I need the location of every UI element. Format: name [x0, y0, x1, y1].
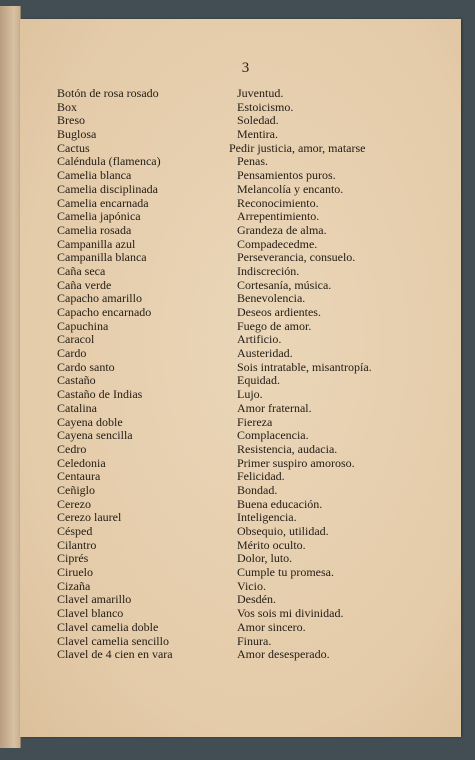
flower-name-text: Capacho encarnado — [57, 305, 152, 319]
list-item — [57, 606, 457, 620]
flower-meaning: Equidad. — [237, 373, 280, 388]
list-item — [57, 196, 457, 210]
list-item — [57, 291, 457, 305]
flower-meaning: Juventud. — [237, 86, 284, 100]
flower-name-text: Clavel amarillo — [57, 592, 132, 607]
flower-meaning: Dolor, luto. — [237, 551, 293, 566]
flower-name-text: Botón de rosa rosado — [57, 86, 159, 100]
flower-name-text: Capacho amarillo — [57, 291, 142, 306]
flower-name-text: Campanilla blanca — [57, 250, 147, 265]
list-item — [57, 278, 457, 292]
flower-meaning: Resistencia, audacia. — [237, 441, 338, 456]
flower-meaning: Sois intratable, misantropía. — [237, 359, 372, 374]
flower-name — [57, 647, 233, 662]
flower-name-text: Ceñiglo — [57, 482, 95, 497]
flower-meaning: Amor fraternal. — [237, 400, 312, 415]
list-item — [57, 647, 457, 661]
list-item — [57, 442, 457, 456]
flower-name-text: Clavel de 4 cien en vara — [57, 647, 173, 662]
flower-meaning: Fiereza — [237, 414, 273, 429]
list-item — [57, 592, 457, 606]
previous-page-edge — [0, 6, 21, 748]
list-item — [57, 305, 457, 319]
flower-name-text: Capuchina — [57, 318, 109, 333]
flower-name-text: Castaño de Indias — [57, 387, 143, 402]
list-item — [57, 319, 457, 333]
flower-meaning: Mentira. — [237, 127, 278, 142]
list-item — [57, 86, 457, 100]
flower-name-text: Cardo — [57, 346, 87, 361]
list-item — [57, 346, 457, 360]
list-item — [57, 387, 457, 401]
flower-name-text: Clavel blanco — [57, 606, 124, 621]
flower-name-text: Camelia disciplinada — [57, 181, 158, 196]
flower-name-text: Caracol — [57, 332, 95, 347]
flower-meaning: Artificio. — [237, 332, 282, 347]
flower-name-text: Cilantro — [57, 537, 97, 552]
list-item — [57, 415, 457, 429]
list-item — [57, 620, 457, 634]
flower-meaning: Indiscreción. — [237, 263, 300, 278]
flower-meaning: Austeridad. — [237, 346, 293, 361]
flower-meaning: Amor desesperado. — [237, 647, 330, 662]
list-item — [57, 510, 457, 524]
list-item — [57, 497, 457, 511]
flower-name-text: Celedonia — [57, 455, 106, 470]
list-item — [57, 182, 457, 196]
flower-name-text: Cedro — [57, 441, 87, 456]
flower-name-text: Centaura — [57, 469, 101, 484]
flower-name-text: Césped — [57, 524, 93, 538]
list-item — [57, 401, 457, 415]
list-item — [57, 250, 457, 264]
flower-meaning: Cortesanía, música. — [237, 277, 332, 292]
flower-meaning: Benevolencia. — [237, 291, 306, 306]
book-page — [20, 19, 461, 737]
list-item — [57, 360, 457, 374]
list-item — [57, 538, 457, 552]
flower-meaning: Melancolía y encanto. — [237, 181, 344, 196]
list-item — [57, 469, 457, 483]
flower-name-text: Ciruelo — [57, 565, 93, 580]
flower-name-text: Cerezo — [57, 496, 91, 511]
flower-meaning: Pensamientos puros. — [237, 168, 336, 183]
flower-name-text: Catalina — [57, 400, 97, 415]
flower-name-text: Clavel camelia sencillo — [57, 633, 169, 648]
flower-name-text: Camelia blanca — [57, 168, 132, 183]
flower-name-text: Camelia encarnada — [57, 195, 149, 210]
flower-name-text: Caña seca — [57, 263, 106, 278]
flower-meaning: Soledad. — [237, 113, 279, 128]
list-item — [57, 168, 457, 182]
flower-name-text: Cayena doble — [57, 414, 123, 429]
flower-meaning: Estoicismo. — [237, 99, 294, 114]
list-item — [57, 264, 457, 278]
flower-meaning: Grandeza de alma. — [237, 222, 327, 237]
flower-meaning: Penas. — [237, 154, 268, 169]
list-item — [57, 141, 457, 155]
flower-meaning: Vicio. — [237, 578, 266, 593]
flower-meaning: Perseverancia, consuelo. — [237, 250, 356, 265]
flower-name-text: Buglosa — [57, 127, 97, 142]
list-item — [57, 154, 457, 168]
flower-name-text: Castaño — [57, 373, 96, 388]
flower-meaning: Pedir justicia, amor, matarse — [229, 140, 366, 155]
flower-meaning: Primer suspiro amoroso. — [237, 455, 355, 470]
flower-meaning: Desdén. — [237, 592, 276, 607]
flower-meaning: Reconocimiento. — [237, 195, 319, 210]
flower-name-text: Cizaña — [57, 578, 91, 593]
flower-name-text: Cactus — [57, 140, 90, 155]
list-item — [57, 551, 457, 565]
flower-meaning: Arrepentimiento. — [237, 209, 320, 224]
flower-meaning: Amor sincero. — [237, 619, 306, 634]
flower-name-text: Breso — [57, 113, 85, 128]
flower-meaning: Felicidad. — [237, 469, 285, 484]
flower-name-text: Cerezo laurel — [57, 510, 122, 525]
flower-meaning: Deseos ardientes. — [237, 305, 321, 319]
list-item — [57, 373, 457, 387]
list-item — [57, 483, 457, 497]
list-item — [57, 579, 457, 593]
flower-meaning: Bondad. — [237, 482, 278, 497]
flower-name-text: Camelia japónica — [57, 209, 141, 224]
flower-name-text: Box — [57, 99, 78, 114]
list-item — [57, 127, 457, 141]
flower-meaning: Finura. — [237, 633, 272, 648]
flower-meaning: Obsequio, utilidad. — [237, 524, 329, 538]
flower-meaning: Compadecedme. — [237, 236, 318, 251]
list-item — [57, 209, 457, 223]
flower-meaning-list — [57, 86, 457, 661]
flower-name-text: Cayena sencilla — [57, 428, 133, 443]
flower-name-text: Cardo santo — [57, 359, 115, 374]
list-item — [57, 456, 457, 470]
flower-name-text: Camelia rosada — [57, 222, 132, 237]
list-item — [57, 428, 457, 442]
list-item — [57, 524, 457, 538]
list-item — [57, 634, 457, 648]
list-item — [57, 100, 457, 114]
flower-meaning: Lujo. — [237, 387, 263, 402]
list-item — [57, 565, 457, 579]
flower-meaning: Buena educación. — [237, 496, 323, 511]
flower-name-text: Campanilla azul — [57, 236, 136, 251]
flower-meaning: Mérito oculto. — [237, 537, 306, 552]
flower-meaning: Vos sois mi divinidad. — [237, 606, 344, 621]
flower-meaning: Complacencia. — [237, 428, 309, 443]
list-item — [57, 113, 457, 127]
list-item — [57, 332, 457, 346]
flower-name-text: Caña verde — [57, 277, 112, 292]
page-number: 3 — [241, 60, 250, 76]
flower-meaning: Cumple tu promesa. — [237, 565, 334, 580]
flower-name-text: Caléndula (flamenca) — [57, 154, 161, 169]
flower-meaning: Inteligencia. — [237, 510, 297, 525]
flower-name-text: Clavel camelia doble — [57, 619, 159, 634]
flower-meaning: Fuego de amor. — [237, 318, 312, 333]
list-item — [57, 237, 457, 251]
flower-name-text: Ciprés — [57, 551, 89, 566]
list-item — [57, 223, 457, 237]
